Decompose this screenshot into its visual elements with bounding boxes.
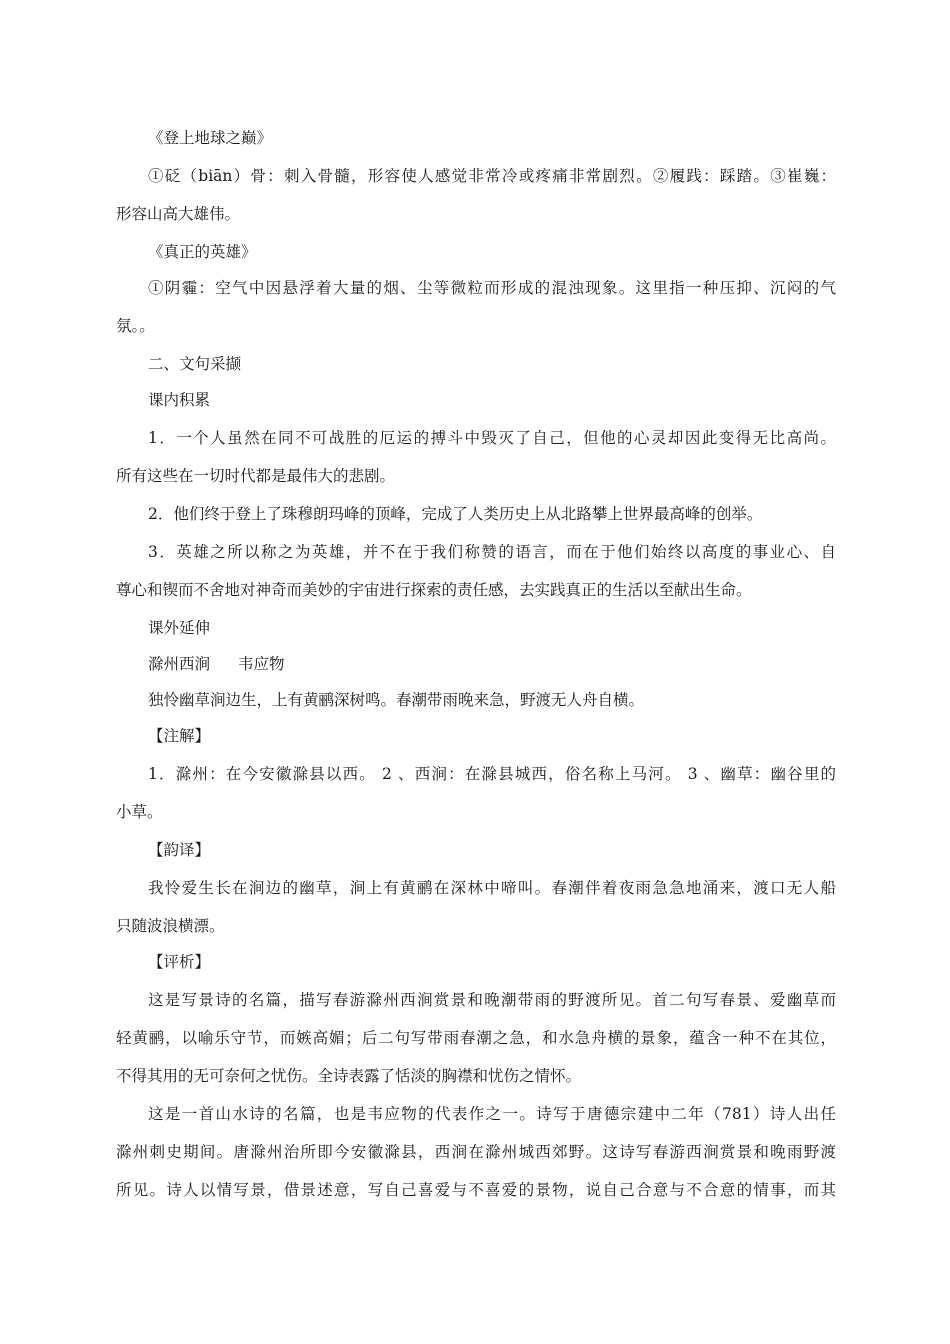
quote-line: 2．他们终于登上了珠穆朗玛峰的顶峰，完成了人类历史上从北路攀上世界最高峰的创举。 [148,505,763,523]
analysis-line: 轻黄鹂，以喻乐守节，而嫉高媚；后二句写带雨春潮之急，和水急舟横的景象，蕴含一种不在其位， [116,1029,836,1047]
translation-line: 只随波浪横漂。 [116,917,225,935]
analysis-line: 不得其用的无可奈何之忧伤。全诗表露了恬淡的胸襟和忧伤之情怀。 [116,1067,582,1085]
heading-article-1: 《登上地球之巅》 [148,129,273,147]
subsection-heading: 课外延伸 [148,619,211,637]
note-line: 氛。。 [116,317,155,335]
quote-line: 所有这些在一切时代都是最伟大的悲剧。 [116,467,396,485]
note-line: ①砭（biān）骨：刺入骨髓，形容使人感觉非常冷或疼痛非常剧烈。②履践：踩踏。③崔巍： [148,167,836,185]
analysis-line: 滁州刺史期间。唐滁州治所即今安徽滁县，西涧在滁州城西郊野。这诗写春游西涧赏景和晚雨野渡 [116,1143,836,1161]
label-notes: 【注解】 [148,727,211,745]
note-line: ①阴霾：空气中因悬浮着大量的烟、尘等微粒而形成的混浊现象。这里指一种压抑、沉闷的气 [148,279,836,297]
poem-title-line [148,654,285,674]
poem-text: 独怜幽草涧边生，上有黄鹂深树鸣。春潮带雨晚来急，野渡无人舟自横。 [148,691,645,709]
notes-line: 1．滁州：在今安徽滁县以西。 2 、西涧：在滁县城西，俗名称上马河。 3 、幽草：幽谷里的 [148,765,836,783]
notes-line: 小草。 [116,803,163,821]
section-heading: 二、文句采撷 [148,355,242,373]
quote-line: 尊心和锲而不舍地对神奇而美妙的宇宙进行探索的责任感，去实践真正的生活以至献出生命。 [116,581,752,599]
poem-author: 韦应物 [238,655,285,673]
poem-title: 滁州西涧 [148,655,211,673]
analysis-line: 这是写景诗的名篇，描写春游滁州西涧赏景和晚潮带雨的野渡所见。首二句写春景、爱幽草而 [148,991,836,1009]
subsection-heading: 课内积累 [148,391,211,409]
note-line: 形容山高大雄伟。 [116,205,241,223]
analysis-line: 这是一首山水诗的名篇，也是韦应物的代表作之一。诗写于唐德宗建中二年（781）诗人出任 [148,1105,836,1123]
translation-line: 我怜爱生长在涧边的幽草，涧上有黄鹂在深林中啼叫。春潮伴着夜雨急急地涌来，渡口无人船 [148,879,836,897]
label-analysis: 【评析】 [148,953,211,971]
quote-line: 1．一个人虽然在同不可战胜的厄运的搏斗中毁灭了自己，但他的心灵却因此变得无比高尚。 [148,429,836,447]
heading-article-2: 《真正的英雄》 [148,243,257,261]
analysis-line: 所见。诗人以情写景，借景述意，写自己喜爱与不喜爱的景物，说自己合意与不合意的情事，而其 [116,1181,836,1199]
label-translation: 【韵译】 [148,841,211,859]
quote-line: 3．英雄之所以称之为英雄，并不在于我们称赞的语言，而在于他们始终以高度的事业心、自 [148,543,836,561]
